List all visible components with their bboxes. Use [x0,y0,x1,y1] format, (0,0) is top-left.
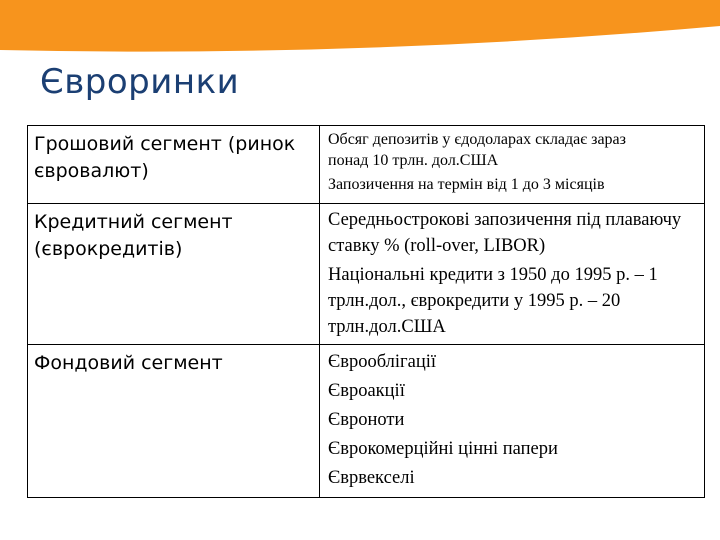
detail-line: трлн.дол., єврокредити у 1995 р. – 20 [328,291,621,311]
orange-header-banner [0,0,720,120]
detail-line: трлн.дол.США [328,317,446,337]
details-cell [320,126,705,204]
details-cell [320,204,705,345]
detail-line: понад 10 трлн. дол.США [328,152,499,169]
detail-line: Єврокомерційні цінні папери [328,439,558,459]
detail-line: Євроакції [328,381,405,401]
segment-cell [28,345,320,498]
detail-line: ставку % (roll-over, LIBOR) [328,236,546,256]
detail-line: Єврвекселі [328,468,415,488]
detail-line: Євроноти [328,410,405,430]
segment-cell [28,204,320,345]
segment-line: Фондовий сегмент [34,352,223,374]
segment-line: Грошовий сегмент (ринок [34,133,296,155]
detail-line: Обсяг депозитів у єдодоларах складає зараз [328,131,626,148]
segment-cell [28,126,320,204]
segment-line: євровалют) [34,160,149,182]
details-cell [320,345,705,498]
euromarkets-table [27,125,705,498]
detail-line: Єврооблігації [328,352,437,372]
slide-title: Євроринки [40,62,240,102]
segment-line: Кредитний сегмент [34,211,233,233]
table-row-stock-segment [28,345,705,498]
detail-line: Запозичення на термін від 1 до 3 місяців [328,176,605,193]
table-row-money-segment [28,126,705,204]
table-row-credit-segment [28,204,705,345]
segment-line: (єврокредитів) [34,238,183,260]
detail-line: Середньострокові запозичення під плаваючу [328,210,682,230]
detail-line: Національні кредити з 1950 до 1995 р. – 1 [328,265,658,285]
